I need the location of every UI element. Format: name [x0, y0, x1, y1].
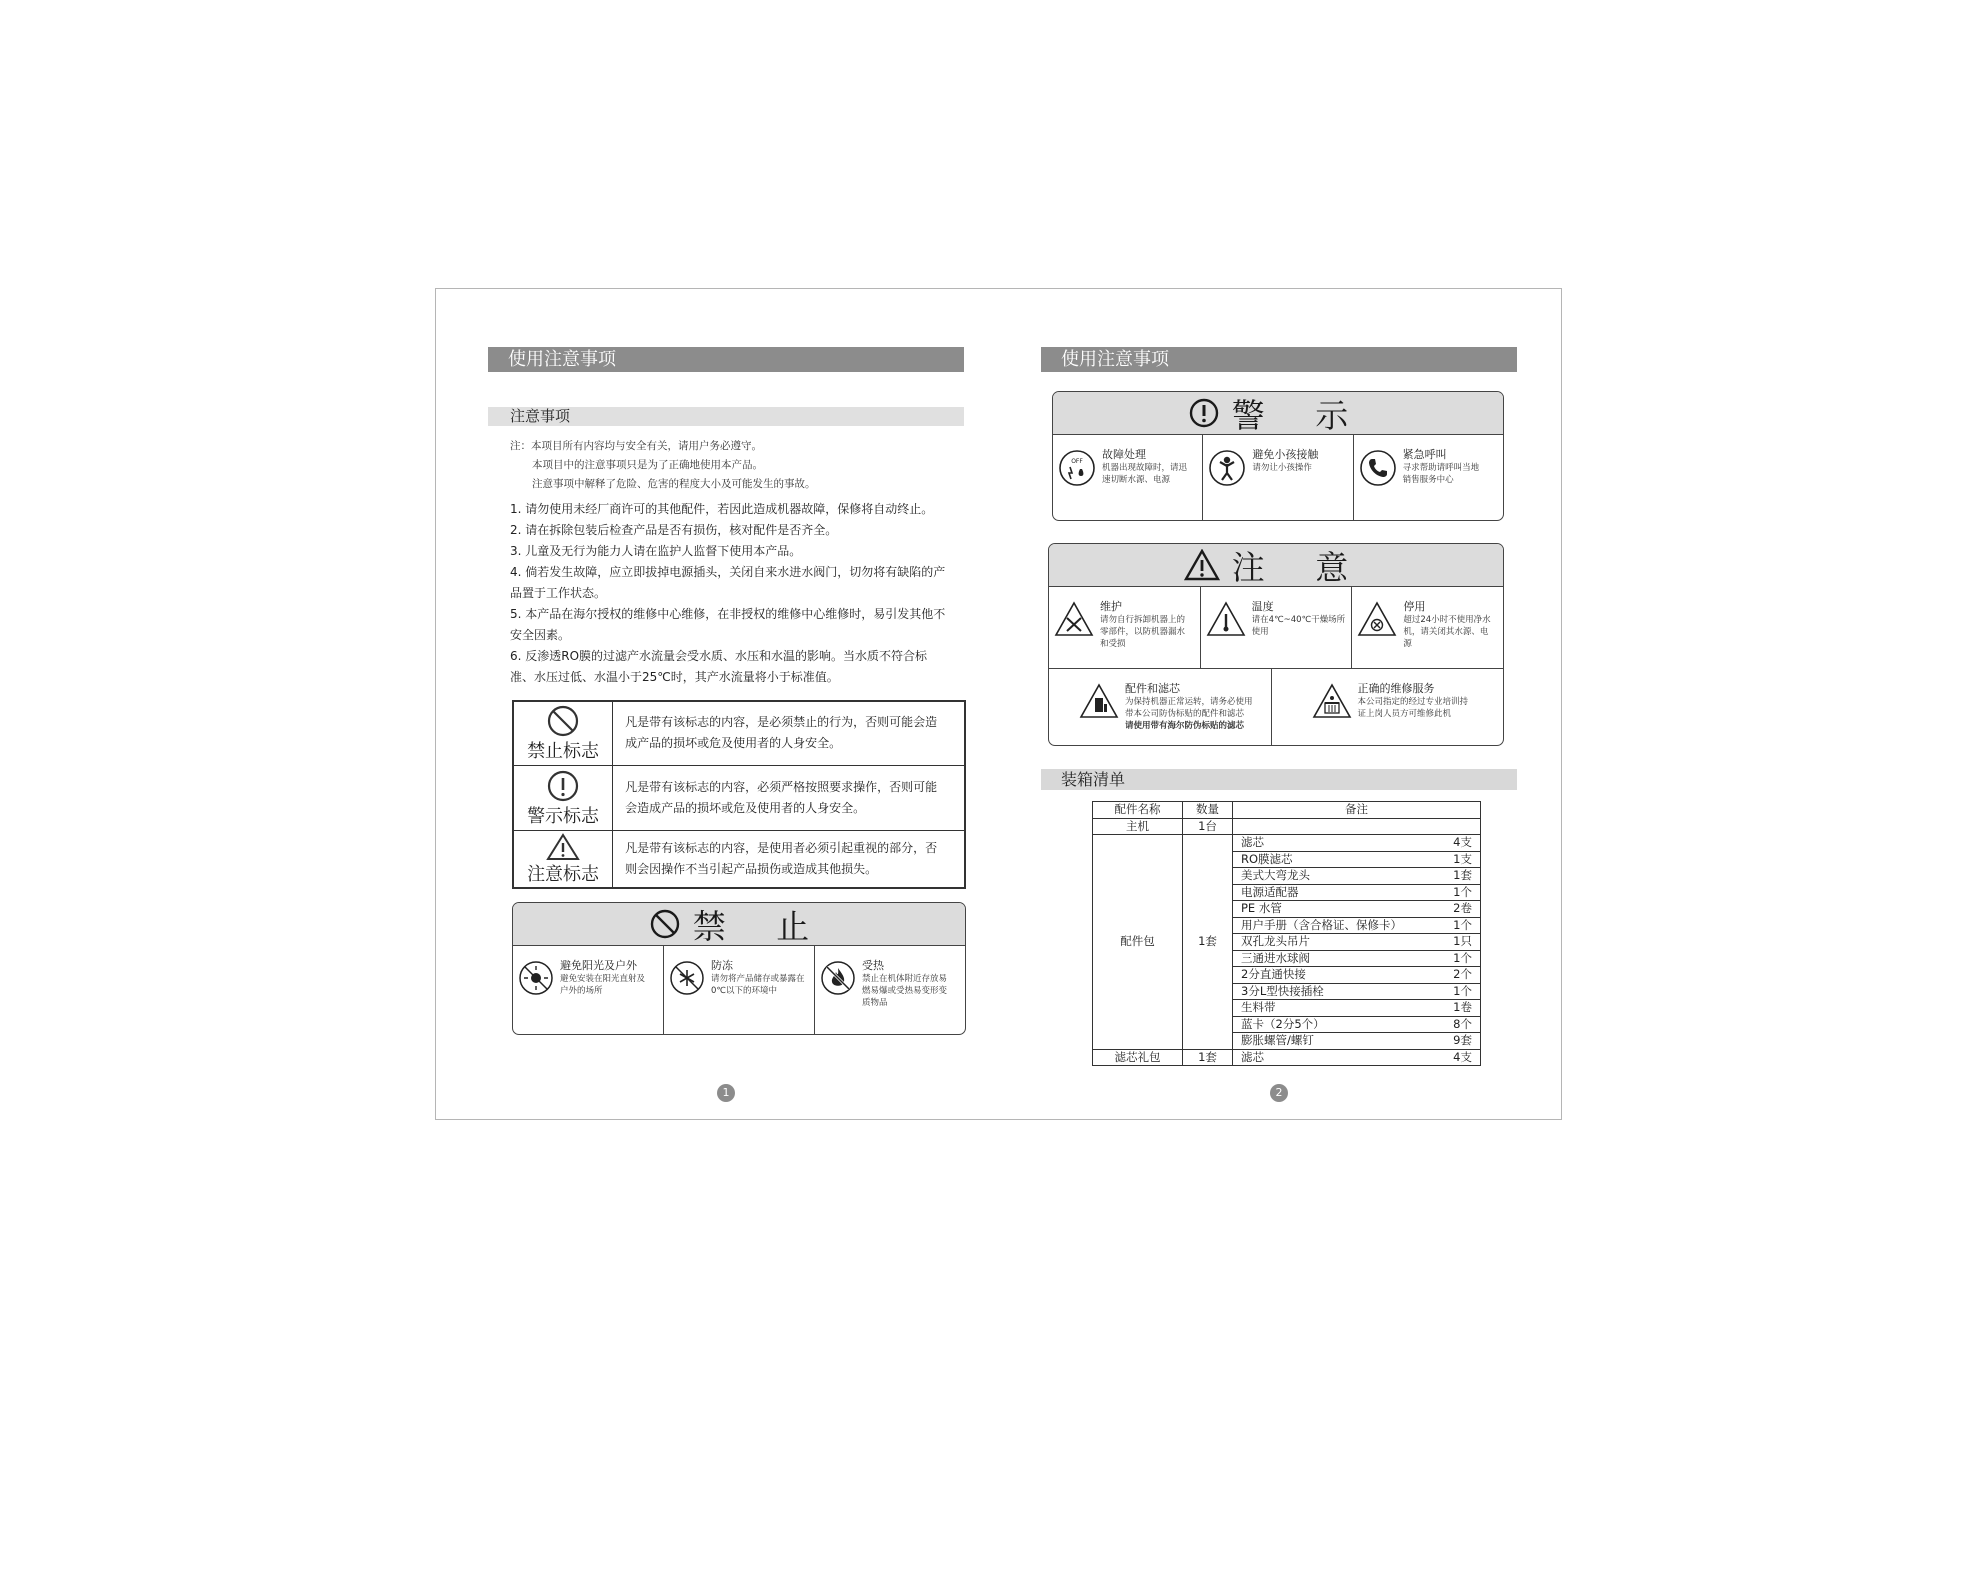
packing-header-name: 配件名称: [1093, 802, 1183, 819]
packing-row-host: [1093, 818, 1481, 835]
prohibit-item-desc: 0℃以下的环境中: [711, 986, 777, 996]
prohibit-item-title: 避免阳光及户外: [560, 959, 637, 972]
packing-count: 2卷: [1441, 901, 1481, 918]
warning-symbol-label: 警示标志: [527, 805, 600, 827]
prohibit-item-desc: 禁止在机体附近存放易: [862, 974, 948, 984]
packing-header-row: [1093, 802, 1481, 819]
power-off-icon: [1058, 449, 1096, 487]
packing-item: 生料带: [1233, 1000, 1441, 1017]
caution-item-title: 维护: [1100, 600, 1122, 613]
prohibit-panel: [512, 902, 966, 1035]
child-icon: [1208, 449, 1246, 487]
packing-count: 1只: [1441, 934, 1481, 951]
prohibit-item: [513, 946, 664, 1034]
phone-icon: [1359, 449, 1397, 487]
warning-item: [1354, 435, 1503, 520]
prohibit-panel-header: [513, 903, 965, 946]
prohibit-item: [664, 946, 815, 1034]
precaution-item: 2. 请在拆除包装后检查产品是否有损伤，核对配件是否齐全。: [510, 523, 838, 537]
packing-row-gift: [1093, 1049, 1481, 1066]
caution-item-desc: 源: [1403, 639, 1412, 649]
caution-symbol-label: 注意标志: [527, 863, 600, 885]
caution-item: [1049, 587, 1201, 668]
caution-item-title: 温度: [1251, 600, 1274, 613]
notes-subbanner: 注意事项: [488, 407, 964, 426]
packing-item: 双孔龙头吊片: [1233, 934, 1441, 951]
packing-header-note: 备注: [1233, 802, 1481, 819]
packing-cell-name: 滤芯礼包: [1093, 1049, 1183, 1066]
page-number-left: 1: [717, 1084, 735, 1102]
packing-cell-empty: [1233, 818, 1481, 835]
warning-item-title: 避免小孩接触: [1252, 448, 1319, 461]
packing-count: 1卷: [1441, 1000, 1481, 1017]
packing-cell-name: 配件包: [1093, 835, 1183, 1050]
symbol-legend-table: [512, 700, 966, 889]
caution-item-desc: 为保持机器正常运转，请务必使用: [1125, 697, 1253, 707]
prohibit-item-desc: 燃易爆或受热易变形变: [862, 986, 948, 996]
warning-symbol-cell: [513, 765, 613, 830]
caution-item-title: 停用: [1403, 600, 1426, 613]
caution-item-desc: 请在4℃~40℃干燥场所: [1251, 615, 1346, 625]
snowflake-prohibit-icon: [669, 960, 705, 996]
caution-item-desc: 使用: [1251, 627, 1269, 637]
prohibit-symbol-cell: [513, 701, 613, 765]
warning-item-desc: 速切断水源、电源: [1102, 475, 1171, 485]
desc-line: 成产品的损坏或危及使用者的人身安全。: [625, 736, 842, 751]
prohibit-icon: [649, 908, 681, 940]
packing-count: 2个: [1441, 967, 1481, 984]
packing-row: [1093, 835, 1481, 852]
page-number-right: 2: [1270, 1084, 1288, 1102]
caution-panel-header: [1049, 544, 1503, 587]
packing-item: 用户手册（含合格证、保修卡）: [1233, 917, 1441, 934]
sun-prohibit-icon: [518, 960, 554, 996]
prohibit-item: [815, 946, 965, 1034]
warning-item-desc: 寻求帮助请呼叫当地: [1402, 463, 1480, 473]
packing-list-banner: 装箱清单: [1041, 769, 1517, 790]
caution-item: [1049, 669, 1272, 745]
svg-text:OFF: OFF: [1071, 458, 1083, 465]
caution-triangle-icon: [546, 833, 580, 861]
caution-item-desc: 超过24小时不使用净水: [1403, 615, 1491, 625]
caution-symbol-cell: [513, 830, 613, 888]
exclamation-circle-icon: [1188, 397, 1220, 429]
packing-item: 蓝卡（2分5个）: [1233, 1016, 1441, 1033]
prohibit-items-row: [513, 946, 965, 1034]
packing-item: 3分L型快接插栓: [1233, 983, 1441, 1000]
warning-panel: [1052, 391, 1504, 521]
packing-count: 1个: [1441, 950, 1481, 967]
left-page-banner: 使用注意事项: [488, 347, 964, 372]
note-line: 注意事项中解释了危险、危害的程度大小及可能发生的事故。: [532, 478, 816, 490]
stop-caution-icon: [1357, 601, 1397, 637]
packing-count: 1个: [1441, 983, 1481, 1000]
packing-item: 美式大弯龙头: [1233, 868, 1441, 885]
warning-panel-title: 警 示: [1231, 395, 1369, 435]
prohibit-symbol-label: 禁止标志: [527, 741, 600, 763]
precaution-item: 安全因素。: [510, 628, 571, 642]
caution-symbol-desc: [613, 830, 965, 888]
desc-line: 凡是带有该标志的内容，是必须禁止的行为，否则可能会造: [625, 715, 938, 730]
packing-count: 1个: [1441, 884, 1481, 901]
packing-item: 滤芯: [1233, 835, 1441, 852]
packing-item: 2分直通快接: [1233, 967, 1441, 984]
caution-item-desc: 带本公司防伪标贴的配件和滤芯: [1125, 709, 1245, 719]
packing-cell-name: 主机: [1093, 818, 1183, 835]
precaution-item: 1. 请勿使用未经厂商许可的其他配件，若因此造成机器故障，保修将自动终止。: [510, 502, 934, 516]
precaution-list: [510, 499, 970, 688]
prohibit-symbol-desc: [613, 701, 965, 765]
thermometer-caution-icon: [1206, 601, 1246, 637]
caution-item: [1201, 587, 1353, 668]
caution-item-title: 正确的维修服务: [1357, 682, 1435, 695]
caution-panel: [1048, 543, 1504, 746]
note-line: 注：本项目所有内容均与安全有关，请用户务必遵守。: [510, 440, 762, 452]
warning-item-desc: 机器出现故障时，请迅: [1102, 463, 1188, 473]
packing-count: 1支: [1441, 851, 1481, 868]
warning-item-desc: 请勿让小孩操作: [1252, 463, 1312, 473]
packing-item: 滤芯: [1233, 1049, 1441, 1066]
caution-item: [1272, 669, 1504, 745]
caution-items-row-2: [1049, 669, 1503, 745]
warning-item: [1053, 435, 1203, 520]
prohibit-icon: [546, 704, 580, 738]
precaution-item: 4. 倘若发生故障，应立即拔掉电源插头，关闭自来水进水阀门，切勿将有缺陷的产: [510, 565, 946, 579]
packing-item: RO膜滤芯: [1233, 851, 1441, 868]
symbol-row-prohibit: [513, 701, 965, 765]
desc-line: 凡是带有该标志的内容，必须严格按照要求操作，否则可能: [625, 779, 938, 794]
prohibit-item-desc: 避免安装在阳光直射及: [560, 974, 646, 984]
packing-item: 电源适配器: [1233, 884, 1441, 901]
notes-block: [510, 437, 970, 494]
caution-item-title: 配件和滤芯: [1125, 682, 1180, 695]
caution-item-desc: 机，请关闭其水源、电: [1403, 627, 1489, 637]
prohibit-item-desc: 质物品: [862, 998, 888, 1008]
warning-items-row: [1053, 435, 1503, 520]
warning-item-title: 故障处理: [1102, 448, 1146, 461]
precaution-item: 6. 反渗透RO膜的过滤产水流量会受水质、水压和水温的影响。当水质不符合标: [510, 649, 928, 663]
packing-cell-qty: 1台: [1183, 818, 1233, 835]
caution-triangle-icon: [1184, 549, 1220, 581]
desc-line: 则会因操作不当引起产品损伤或造成其他损失。: [625, 861, 878, 876]
packing-cell-qty: 1套: [1183, 1049, 1233, 1066]
precaution-item: 品置于工作状态。: [510, 586, 607, 600]
packing-list-table: [1092, 801, 1481, 1066]
prohibit-item-title: 防冻: [711, 959, 733, 972]
packing-count: 4支: [1441, 1049, 1481, 1066]
warning-item-desc: 销售服务中心: [1402, 475, 1454, 485]
warning-item: [1203, 435, 1353, 520]
manual-spread: [435, 288, 1562, 1120]
packing-count: 1个: [1441, 917, 1481, 934]
tools-caution-icon: [1054, 601, 1094, 637]
desc-line: 凡是带有该标志的内容，是使用者必须引起重视的部分，否: [625, 840, 938, 855]
packing-count: 1套: [1441, 868, 1481, 885]
service-caution-icon: [1312, 683, 1352, 719]
caution-item-desc: 零部件，以防机器漏水: [1100, 627, 1186, 637]
caution-item-desc: 证上岗人员方可维修此机: [1357, 709, 1452, 719]
packing-cell-qty: 1套: [1183, 835, 1233, 1050]
warning-symbol-desc: [613, 765, 965, 830]
prohibit-item-title: 受热: [862, 959, 884, 972]
packing-count: 9套: [1441, 1033, 1481, 1050]
fire-prohibit-icon: [820, 960, 856, 996]
prohibit-panel-title: 禁 止: [692, 906, 830, 946]
precaution-item: 3. 儿童及无行为能力人请在监护人监督下使用本产品。: [510, 544, 802, 558]
packing-header-qty: 数量: [1183, 802, 1233, 819]
note-line: 本项目中的注意事项只是为了正确地使用本产品。: [532, 459, 763, 471]
caution-panel-title: 注 意: [1231, 547, 1369, 587]
caution-items-row-1: [1049, 587, 1503, 669]
warning-panel-header: [1053, 392, 1503, 435]
prohibit-item-desc: 请勿将产品储存或暴露在: [711, 974, 805, 984]
caution-item-desc: 本公司指定的经过专业培训持: [1357, 697, 1469, 707]
precaution-item: 准、水压过低、水温小于25℃时，其产水流量将小于标准值。: [510, 670, 839, 684]
right-page-banner: 使用注意事项: [1041, 347, 1517, 372]
packing-count: 4支: [1441, 835, 1481, 852]
caution-item: [1352, 587, 1503, 668]
caution-item-desc-bold: 请使用带有海尔防伪标贴的滤芯: [1125, 721, 1245, 731]
exclamation-circle-icon: [546, 769, 580, 803]
prohibit-item-desc: 户外的场所: [560, 986, 603, 996]
symbol-row-caution: [513, 830, 965, 888]
filter-caution-icon: [1079, 683, 1119, 719]
caution-item-desc: 请勿自行拆卸机器上的: [1100, 615, 1186, 625]
packing-item: 三通进水球阀: [1233, 950, 1441, 967]
symbol-row-warning: [513, 765, 965, 830]
desc-line: 会造成产品的损坏或危及使用者的人身安全。: [625, 800, 866, 815]
packing-item: 膨胀螺管/螺钉: [1233, 1033, 1441, 1050]
warning-item-title: 紧急呼叫: [1402, 448, 1447, 461]
precaution-item: 5. 本产品在海尔授权的维修中心维修，在非授权的维修中心维修时，易引发其他不: [510, 607, 946, 621]
packing-item: PE 水管: [1233, 901, 1441, 918]
packing-count: 8个: [1441, 1016, 1481, 1033]
caution-item-desc: 和受损: [1100, 639, 1126, 649]
